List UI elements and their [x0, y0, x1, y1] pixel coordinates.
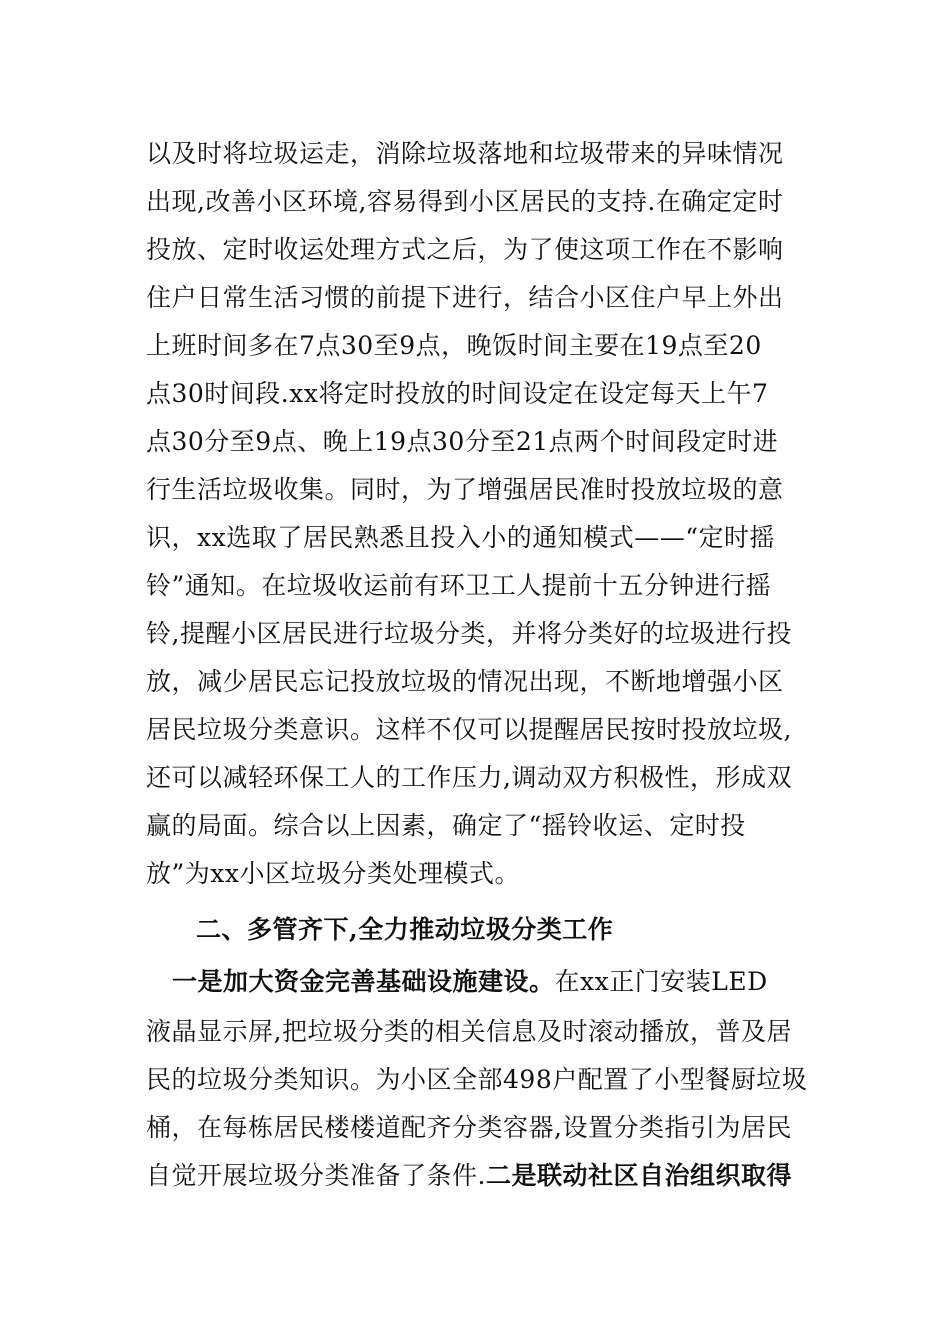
plain-text: 自觉开展垃圾分类准备了条件.: [146, 1161, 486, 1190]
text-line: 还可以减轻环保工人的工作压力,调动双方积极性，形成双: [146, 763, 792, 792]
paragraph-last-line: [146, 1152, 810, 1200]
section-heading: 二、多管齐下,全力推动垃圾分类工作: [196, 915, 614, 944]
text-line: 放，减少居民忘记投放垃圾的情况出现，不断地增强小区: [146, 667, 784, 696]
text-line: 赢的局面。综合以上因素，确定了“摇铃收运、定时投: [146, 811, 746, 840]
text-line: 居民垃圾分类意识。这样不仅可以提醒居民按时投放垃圾,: [146, 715, 792, 744]
text-line: 行生活垃圾收集。同时，为了增强居民准时投放垃圾的意: [146, 475, 784, 504]
text-line: 铃”通知。在垃圾收运前有环卫工人提前十五分钟进行摇: [146, 571, 772, 600]
text-line: 识，xx选取了居民熟悉且投入小的通知模式——“定时摇: [146, 523, 775, 552]
text-line: 以及时将垃圾运走，消除垃圾落地和垃圾带来的异味情况: [146, 139, 784, 168]
text-line: 投放、定时收运处理方式之后，为了使这项工作在不影响: [146, 235, 784, 264]
text-line: 点30分至9点、晚上19点30分至21点两个时间段定时进: [146, 427, 779, 456]
text-line: 民的垃圾分类知识。为小区全部498户配置了小型餐厨垃圾: [146, 1065, 808, 1094]
text-line: 放”为xx小区垃圾分类处理模式。: [146, 859, 520, 888]
text-line: 出现,改善小区环境,容易得到小区居民的支持.在确定定时: [146, 187, 784, 216]
bold-text: 二是联动社区自治组织取得: [485, 1161, 792, 1190]
text-line: 住户日常生活习惯的前提下进行，结合小区住户早上外出: [146, 283, 784, 312]
text-line: 桶，在每栋居民楼楼道配齐分类容器,设置分类指引为居民: [146, 1113, 792, 1142]
bold-lead-text: 一是加大资金完善基础设施建设。: [172, 967, 555, 996]
paragraph-first-line: [146, 956, 810, 1008]
document-body: [146, 130, 810, 1200]
text-line: 铃,提醒小区居民进行垃圾分类，并将分类好的垃圾进行投: [146, 619, 792, 648]
text-line: 上班时间多在7点30至9点，晚饭时间主要在19点至20: [146, 331, 762, 360]
text-line: 点30时间段.xx将定时投放的时间设定在设定每天上午7: [146, 379, 769, 408]
lead-rest-text: 在xx正门安装LED: [554, 967, 768, 996]
text-line: 液晶显示屏,把垃圾分类的相关信息及时滚动播放，普及居: [146, 1017, 792, 1046]
